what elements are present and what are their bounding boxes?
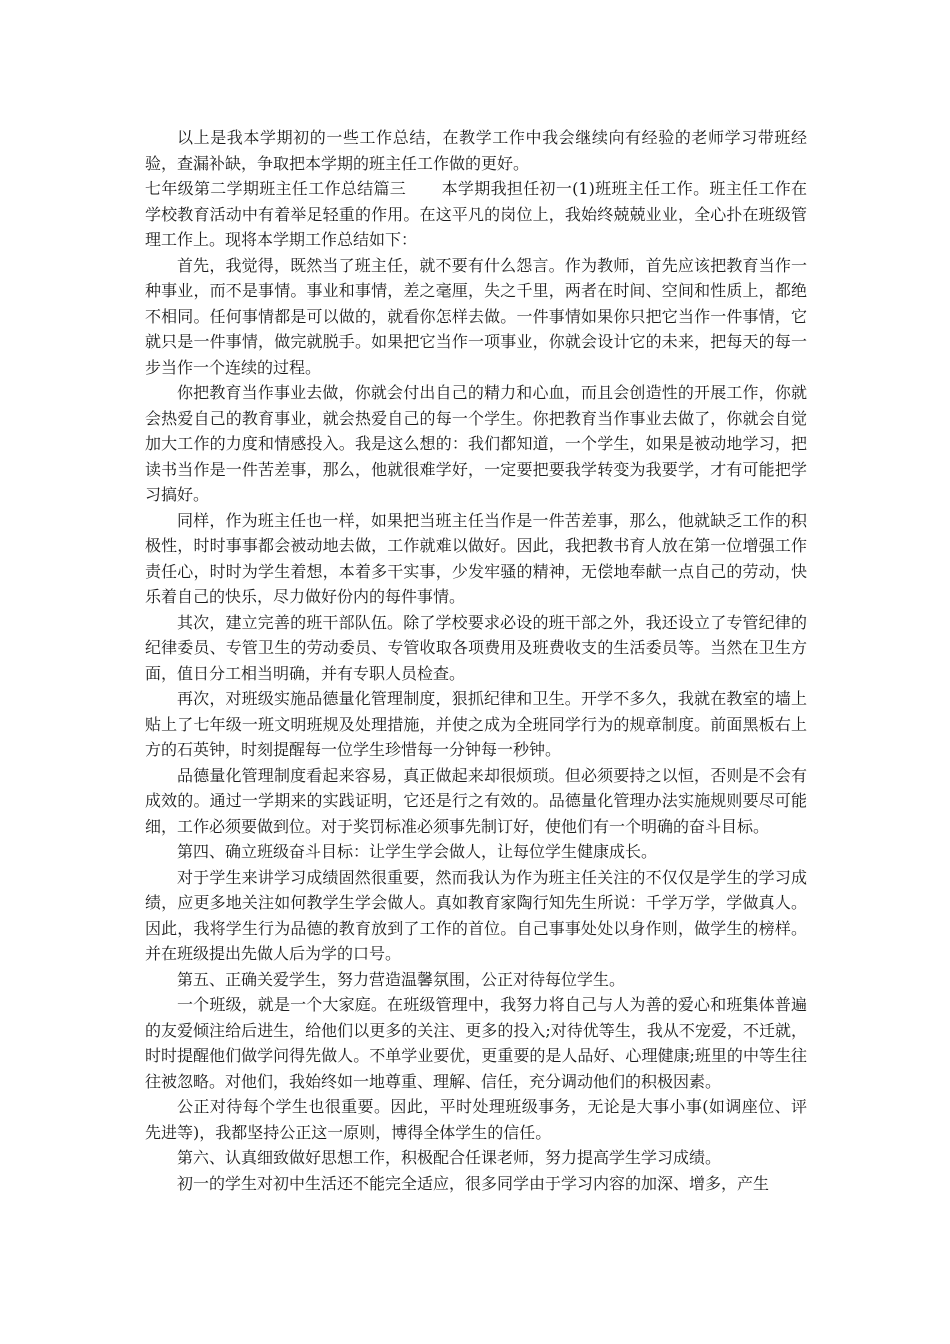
paragraph: 对于学生来讲学习成绩固然很重要，然而我认为作为班主任关注的不仅仅是学生的学习成绩，应更多地关注如何教学生学会做人。真如教育家陶行知先生所说：千学万学，学做真人。因此，我将学生行为品德的教育放到了工作的首位。自己事事处处以身作则，做学生的榜样。并在班级提出先做人后为学的口号。 [145,867,807,963]
paragraph: 品德量化管理制度看起来容易，真正做起来却很烦琐。但必须要持之以恒，否则是不会有成效的。通过一学期来的实践证明，它还是行之有效的。品德量化管理办法实施规则要尽可能细，工作必须要做到位。对于奖罚标准必须事先制订好，使他们有一个明确的奋斗目标。 [145,765,807,836]
paragraph: 公正对待每个学生也很重要。因此，平时处理班级事务，无论是大事小事(如调座位、评先进等)，我都坚持公正这一原则，博得全体学生的信任。 [145,1097,807,1142]
paragraph-section-start [145,176,807,253]
paragraph-section-body: 本学期我担任初一(1)班班主任工作。班主任工作在学校教育活动中有着举足轻重的作用。在这平凡的岗位上，我始终兢兢业业，全心扑在班级管理工作上。现将本学期工作总结如下： [145,179,807,249]
paragraph-intro: 以上是我本学期初的一些工作总结，在教学工作中我会继续向有经验的老师学习带班经验，查漏补缺，争取把本学期的班主任工作做的更好。 [145,128,807,173]
paragraph: 同样，作为班主任也一样，如果把当班主任当作是一件苦差事，那么，他就缺乏工作的积极性，时时事事都会被动地去做，工作就难以做好。因此，我把教书育人放在第一位增强工作责任心，时时为学生着想，本着多干实事，少发牢骚的精神，无偿地奉献一点自己的劳动，快乐着自己的快乐，尽力做好份内的每件事情。 [145,510,807,606]
paragraph: 首先，我觉得，既然当了班主任，就不要有什么怨言。作为教师，首先应该把教育当作一种事业，而不是事情。事业和事情，差之毫厘，失之千里，两者在时间、空间和性质上，都绝不相同。任何事情都是可以做的，就看你怎样去做。一件事情如果你只把它当作一件事情，它就只是一件事情，做完就脱手。如果把它当作一项事业，你就会设计它的未来，把每天的每一步当作一个连续的过程。 [145,255,807,377]
paragraph-heading: 第五、正确关爱学生，努力营造温馨氛围，公正对待每位学生。 [177,969,626,989]
paragraph: 你把教育当作事业去做，你就会付出自己的精力和心血，而且会创造性的开展工作，你就会热爱自己的教育事业，就会热爱自己的每一个学生。你把教育当作事业去做了，你就会自觉加大工作的力度和情感投入。我是这么想的：我们都知道，一个学生，如果是被动地学习，把读书当作是一件苦差事，那么，他就很难学好，一定要把要我学转变为我要学，才有可能把学习搞好。 [145,383,807,504]
paragraph: 其次，建立完善的班干部队伍。除了学校要求必设的班干部之外，我还设立了专管纪律的纪律委员、专管卫生的劳动委员、专管收取各项费用及班费收支的生活委员等。当然在卫生方面，值日分工相当明确，并有专职人员检查。 [145,612,807,683]
paragraph-heading: 第四、确立班级奋斗目标：让学生学会做人，让每位学生健康成长。 [177,842,658,861]
paragraph: 一个班级，就是一个大家庭。在班级管理中，我努力将自己与人为善的爱心和班集体普遍的友爱倾注给后进生，给他们以更多的关注、更多的投入;对待优等生，我从不宠爱，不迁就，时时提醒他们做学问得先做人。不单学业要优，更重要的是人品好、心理健康;班里的中等生往往被忽略。对他们，我始终如一地尊重、理解、信任，充分调动他们的积极因素。 [145,995,807,1091]
paragraph: 再次，对班级实施品德量化管理制度，狠抓纪律和卫生。开学不多久，我就在教室的墙上贴上了七年级一班文明班规及处理措施，并使之成为全班同学行为的规章制度。前面黑板右上方的石英钟，时刻提醒每一位学生珍惜每一分钟每一秒钟。 [145,689,807,759]
paragraph: 初一的学生对初中生活还不能完全适应，很多同学由于学习内容的加深、增多，产生 [177,1173,770,1193]
section-heading: 七年级第二学期班主任工作总结篇三 [145,179,407,198]
document-body [145,125,807,1196]
paragraph-heading: 第六、认真细致做好思想工作，积极配合任课老师，努力提高学生学习成绩。 [177,1148,722,1167]
